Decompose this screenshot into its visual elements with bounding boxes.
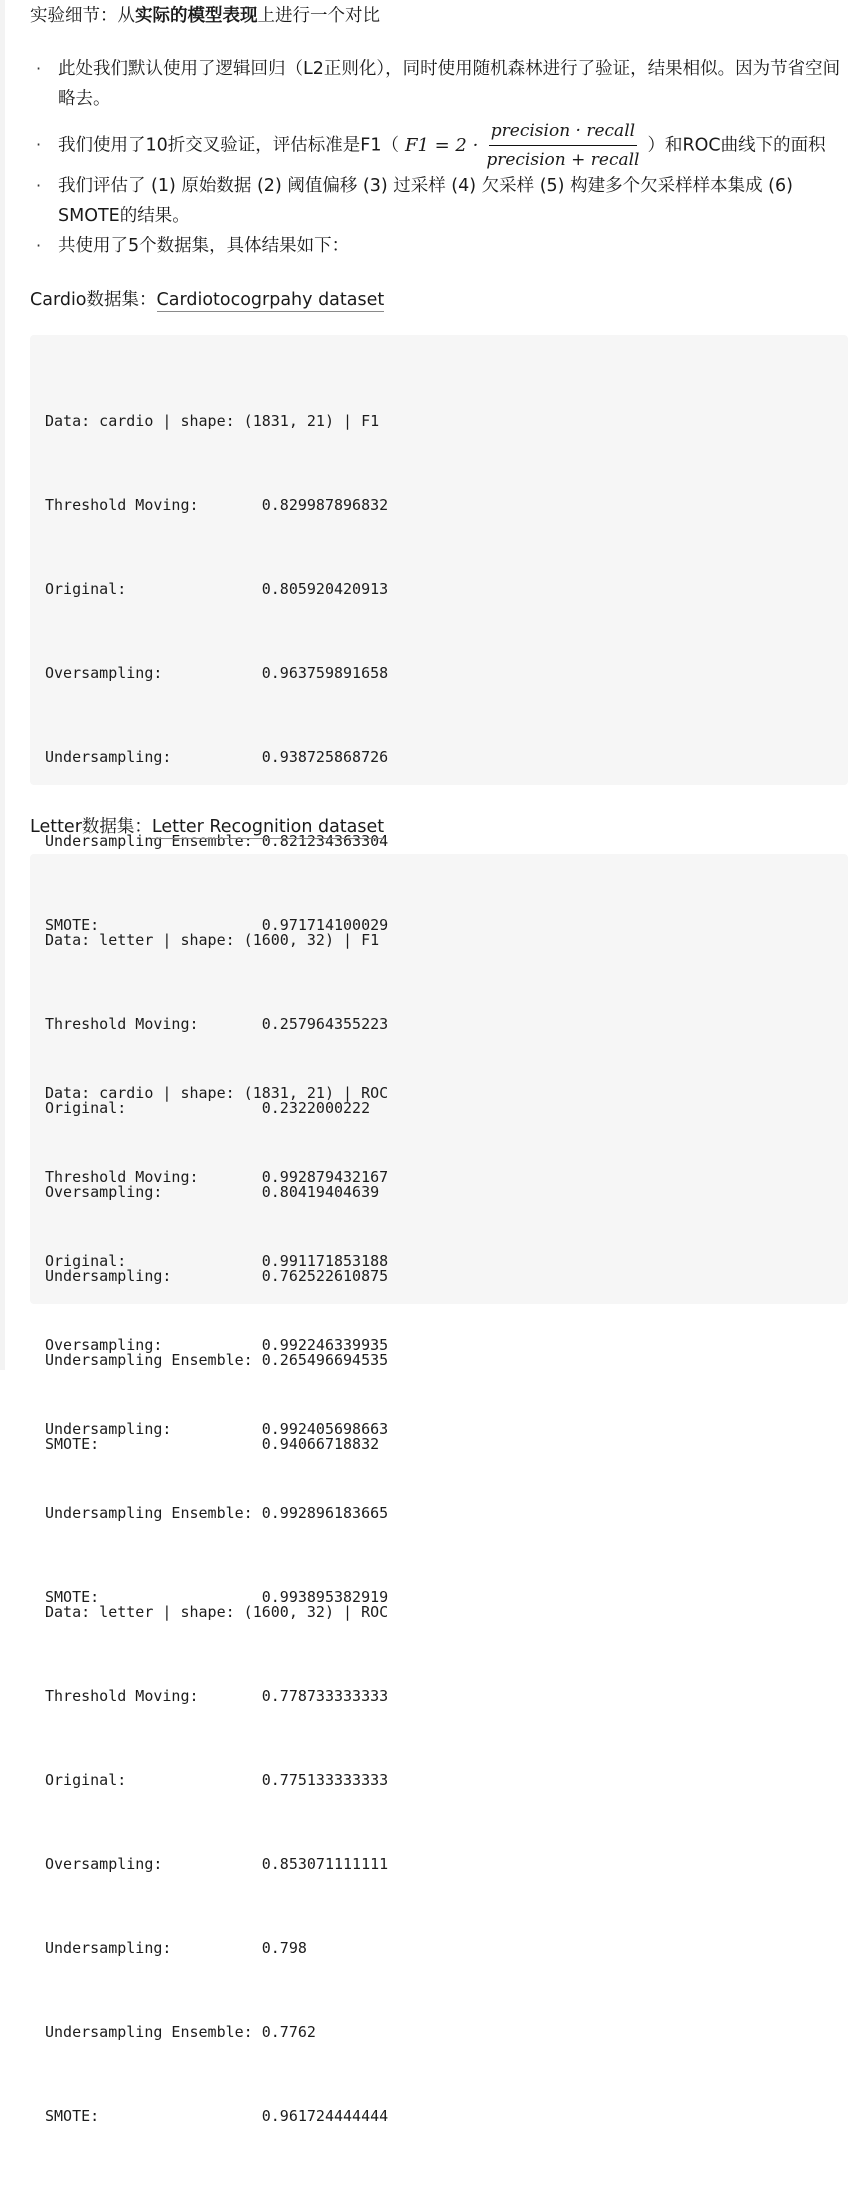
list-item: · 我们使用了10折交叉验证，评估标准是F1（ F1 = 2 · $\frac{\text{precision · recall}}{\text{precision + recall}}$ ）和ROC曲线下的面积 (36, 121, 826, 170)
code-header-roc: Data: cardio | shape: (1831, 21) | ROC (45, 1084, 389, 1102)
bullet-dot-icon: · (36, 236, 42, 255)
formula-fraction (484, 120, 641, 171)
code-row: Undersampling: 0.762522610875 (45, 1267, 389, 1285)
formula-denominator: precision + recall (486, 150, 640, 170)
code-row: SMOTE: 0.961724444444 (45, 2107, 389, 2125)
left-margin-rule (0, 0, 5, 1370)
code-row: Threshold Moving: 0.257964355223 (45, 1015, 389, 1033)
code-row: Oversampling: 0.992246339935 (45, 1336, 389, 1354)
code-row: Oversampling: 0.853071111111 (45, 1855, 389, 1873)
bullet-list (30, 54, 848, 261)
code-header-f1: Data: letter | shape: (1600, 32) | F1 (45, 931, 380, 949)
code-row: SMOTE: 0.993895382919 (45, 1588, 389, 1606)
code-header-f1: Data: cardio | shape: (1831, 21) | F1 (45, 412, 380, 430)
formula-lhs: F1 = 2 · (404, 134, 479, 156)
code-row: Undersampling: 0.798 (45, 1939, 307, 1957)
code-row: Undersampling: 0.938725868726 (45, 748, 389, 766)
code-row: Threshold Moving: 0.778733333333 (45, 1687, 389, 1705)
bullet-dot-icon: · (36, 135, 42, 154)
code-row: Original: 0.2322000222 (45, 1099, 371, 1117)
intro-suffix: 上进行一个对比 (257, 6, 380, 26)
code-row: SMOTE: 0.94066718832 (45, 1435, 380, 1453)
code-row: Undersampling Ensemble: 0.992896183665 (45, 1504, 389, 1522)
list-item: · 此处我们默认使用了逻辑回归（L2正则化），同时使用随机森林进行了验证，结果相似。因为节省空间略去。 (30, 54, 848, 114)
bullet-dot-icon: · (36, 176, 42, 195)
code-row: Undersampling Ensemble: 0.7762 (45, 2023, 316, 2041)
intro-line (30, 0, 848, 30)
code-row: Original: 0.991171853188 (45, 1252, 389, 1270)
code-row: Threshold Moving: 0.829987896832 (45, 496, 389, 514)
code-header-roc: Data: letter | shape: (1600, 32) | ROC (45, 1603, 389, 1621)
code-row: Undersampling Ensemble: 0.821234363304 (45, 832, 389, 850)
letter-dataset-link[interactable]: Letter Recognition dataset (151, 817, 385, 837)
code-row: Undersampling Ensemble: 0.265496694535 (45, 1351, 389, 1369)
formula-numerator: precision · recall (489, 120, 637, 146)
intro-prefix: 实验细节：从 (30, 6, 135, 26)
f1-formula (405, 120, 642, 171)
article-body (30, 0, 848, 2125)
bullet-dot-icon: · (36, 59, 42, 78)
code-row: SMOTE: 0.971714100029 (45, 916, 389, 934)
code-row: Threshold Moving: 0.992879432167 (45, 1168, 389, 1186)
section-title-letter: Letter数据集：Letter Recognition dataset (30, 817, 385, 837)
list-item: · 我们评估了 (1) 原始数据 (2) 阈值偏移 (3) 过采样 (4) 欠采样 (5) 构建多个欠采样样本集成 (6) SMOTE的结果。 (30, 171, 848, 231)
code-row: Oversampling: 0.963759891658 (45, 664, 389, 682)
cardio-dataset-link[interactable]: Cardiotocogrpahy dataset (156, 290, 385, 310)
code-row: Original: 0.805920420913 (45, 580, 389, 598)
list-item: · 共使用了5个数据集，具体结果如下： (30, 231, 848, 261)
code-row: Original: 0.775133333333 (45, 1771, 389, 1789)
code-row: Oversampling: 0.80419404639 (45, 1183, 380, 1201)
code-row: Undersampling: 0.992405698663 (45, 1420, 389, 1438)
intro-bold: 实际的模型表现 (135, 6, 258, 26)
section-title-cardio: Cardio数据集：Cardiotocogrpahy dataset (30, 290, 385, 310)
